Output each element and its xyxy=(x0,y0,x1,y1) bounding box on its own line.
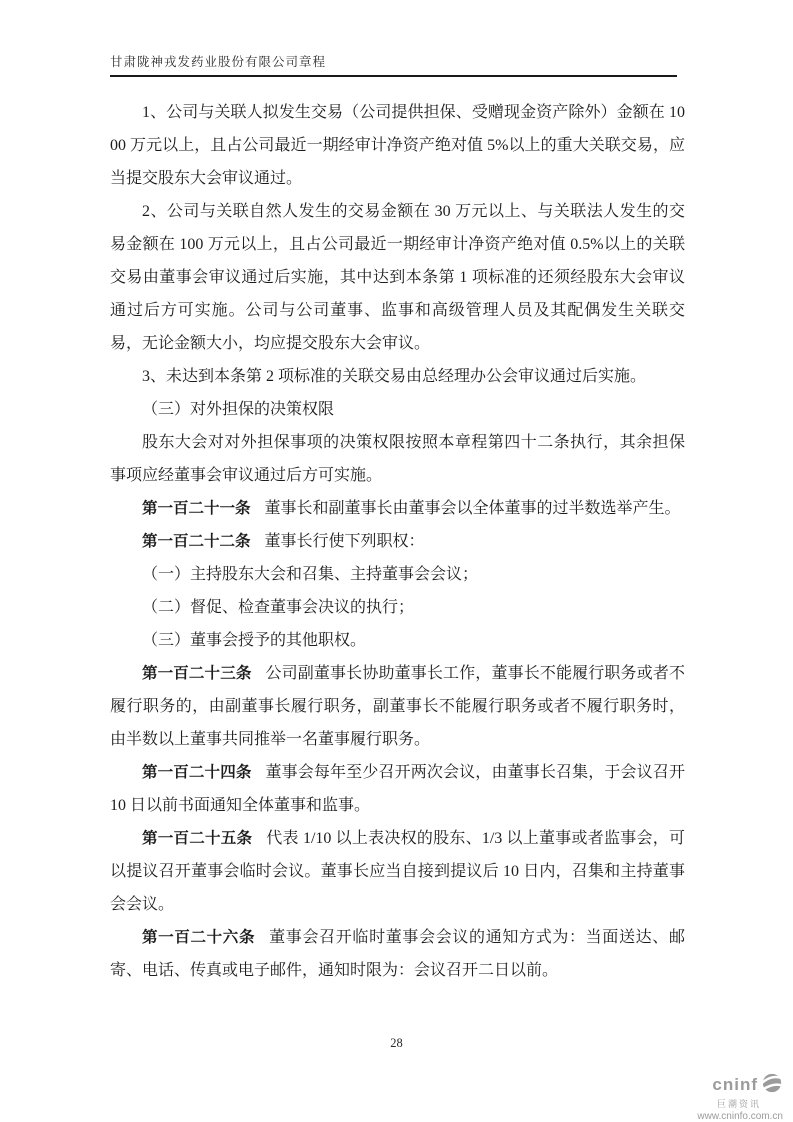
paragraph-text: 公司副董事长协助董事长工作，董事长不能履行职务或者不履行职务的，由副董事长履行职务，副董事长不能履行职务或者不履行职务时，由半数以上董事共同推举一名董事履行职务。 xyxy=(110,665,685,748)
paragraph-text: （三）董事会授予的其他职权。 xyxy=(142,632,367,649)
paragraph-text: 股东大会对对外担保事项的决策权限按照本章程第四十二条执行，其余担保事项应经董事会审议通过后方可实施。 xyxy=(110,434,685,484)
paragraph-article-123 xyxy=(110,657,685,756)
swirl-globe-icon xyxy=(761,1072,783,1099)
paragraph-text: 2、公司与关联自然人发生的交易金额在 30 万元以上、与关联法人发生的交易金额在 100 万元以上，且占公司最近一期经审计净资产绝对值 0.5%以上的关联交易由董事会审议通过后实施，其中达到本条第 1 项标准的还须经股东大会审议通过后方可实施。公司与公司董事、监事和高级管理人员及其配偶发生关联交易，无论金额大小，均应提交股东大会审议。 xyxy=(110,203,685,352)
paragraph-article-125 xyxy=(110,822,685,921)
paragraph-article-124 xyxy=(110,756,685,822)
paragraph xyxy=(110,360,685,393)
document-title: 甘肃陇神戎发药业股份有限公司章程 xyxy=(110,55,327,69)
paragraph-text: 代表 1/10 以上表决权的股东、1/3 以上董事或者监事会，可以提议召开董事会临时会议。董事长应当自接到提议后 10 日内，召集和主持董事会会议。 xyxy=(110,830,685,913)
document-body xyxy=(110,96,685,987)
paragraph xyxy=(110,591,685,624)
article-number: 第一百二十三条 xyxy=(142,665,252,682)
page-header xyxy=(110,52,684,77)
article-number: 第一百二十四条 xyxy=(142,764,252,781)
paragraph xyxy=(110,96,685,195)
article-number: 第一百二十五条 xyxy=(142,830,253,847)
page-number: 28 xyxy=(390,1036,403,1050)
paragraph-article-122 xyxy=(110,525,685,558)
paragraph xyxy=(110,558,685,591)
paragraph-text: 董事长行使下列职权： xyxy=(264,533,425,550)
paragraph-article-121 xyxy=(110,492,685,525)
article-number: 第一百二十一条 xyxy=(142,500,251,517)
paragraph-text: 1、公司与关联人拟发生交易（公司提供担保、受赠现金资产除外）金额在 1000 万元以上，且占公司最近一期经审计净资产绝对值 5%以上的重大关联交易，应当提交股东大会审议通过。 xyxy=(110,104,685,187)
cninfo-logo xyxy=(637,1072,787,1122)
paragraph-text: 董事会每年至少召开两次会议，由董事长召集，于会议召开 10 日以前书面通知全体董事和监事。 xyxy=(110,764,685,814)
paragraph-text: 董事长和副董事长由董事会以全体董事的过半数选举产生。 xyxy=(264,500,681,517)
paragraph-text: （一）主持股东大会和召集、主持董事会会议； xyxy=(142,566,479,583)
paragraph-text: 3、未达到本条第 2 项标准的关联交易由总经理办公会审议通过后实施。 xyxy=(142,368,647,385)
paragraph-article-126 xyxy=(110,921,685,987)
header-divider xyxy=(110,75,677,77)
cninfo-url: www.cninfo.com.cn xyxy=(697,1111,783,1122)
paragraph xyxy=(110,393,685,426)
paragraph-text: （二）督促、检查董事会决议的执行； xyxy=(142,599,415,616)
paragraph-text: （三）对外担保的决策权限 xyxy=(142,401,335,418)
paragraph-text: 董事会召开临时董事会会议的通知方式为：当面送达、邮寄、电话、传真或电子邮件，通知时限为：会议召开二日以前。 xyxy=(110,929,685,979)
paragraph xyxy=(110,426,685,492)
paragraph xyxy=(110,195,685,360)
paragraph xyxy=(110,624,685,657)
cninfo-chinese-name: 巨潮资讯 xyxy=(716,1098,761,1109)
cninfo-brand-text: cninf xyxy=(712,1074,758,1094)
article-number: 第一百二十六条 xyxy=(142,929,256,946)
article-number: 第一百二十二条 xyxy=(142,533,251,550)
